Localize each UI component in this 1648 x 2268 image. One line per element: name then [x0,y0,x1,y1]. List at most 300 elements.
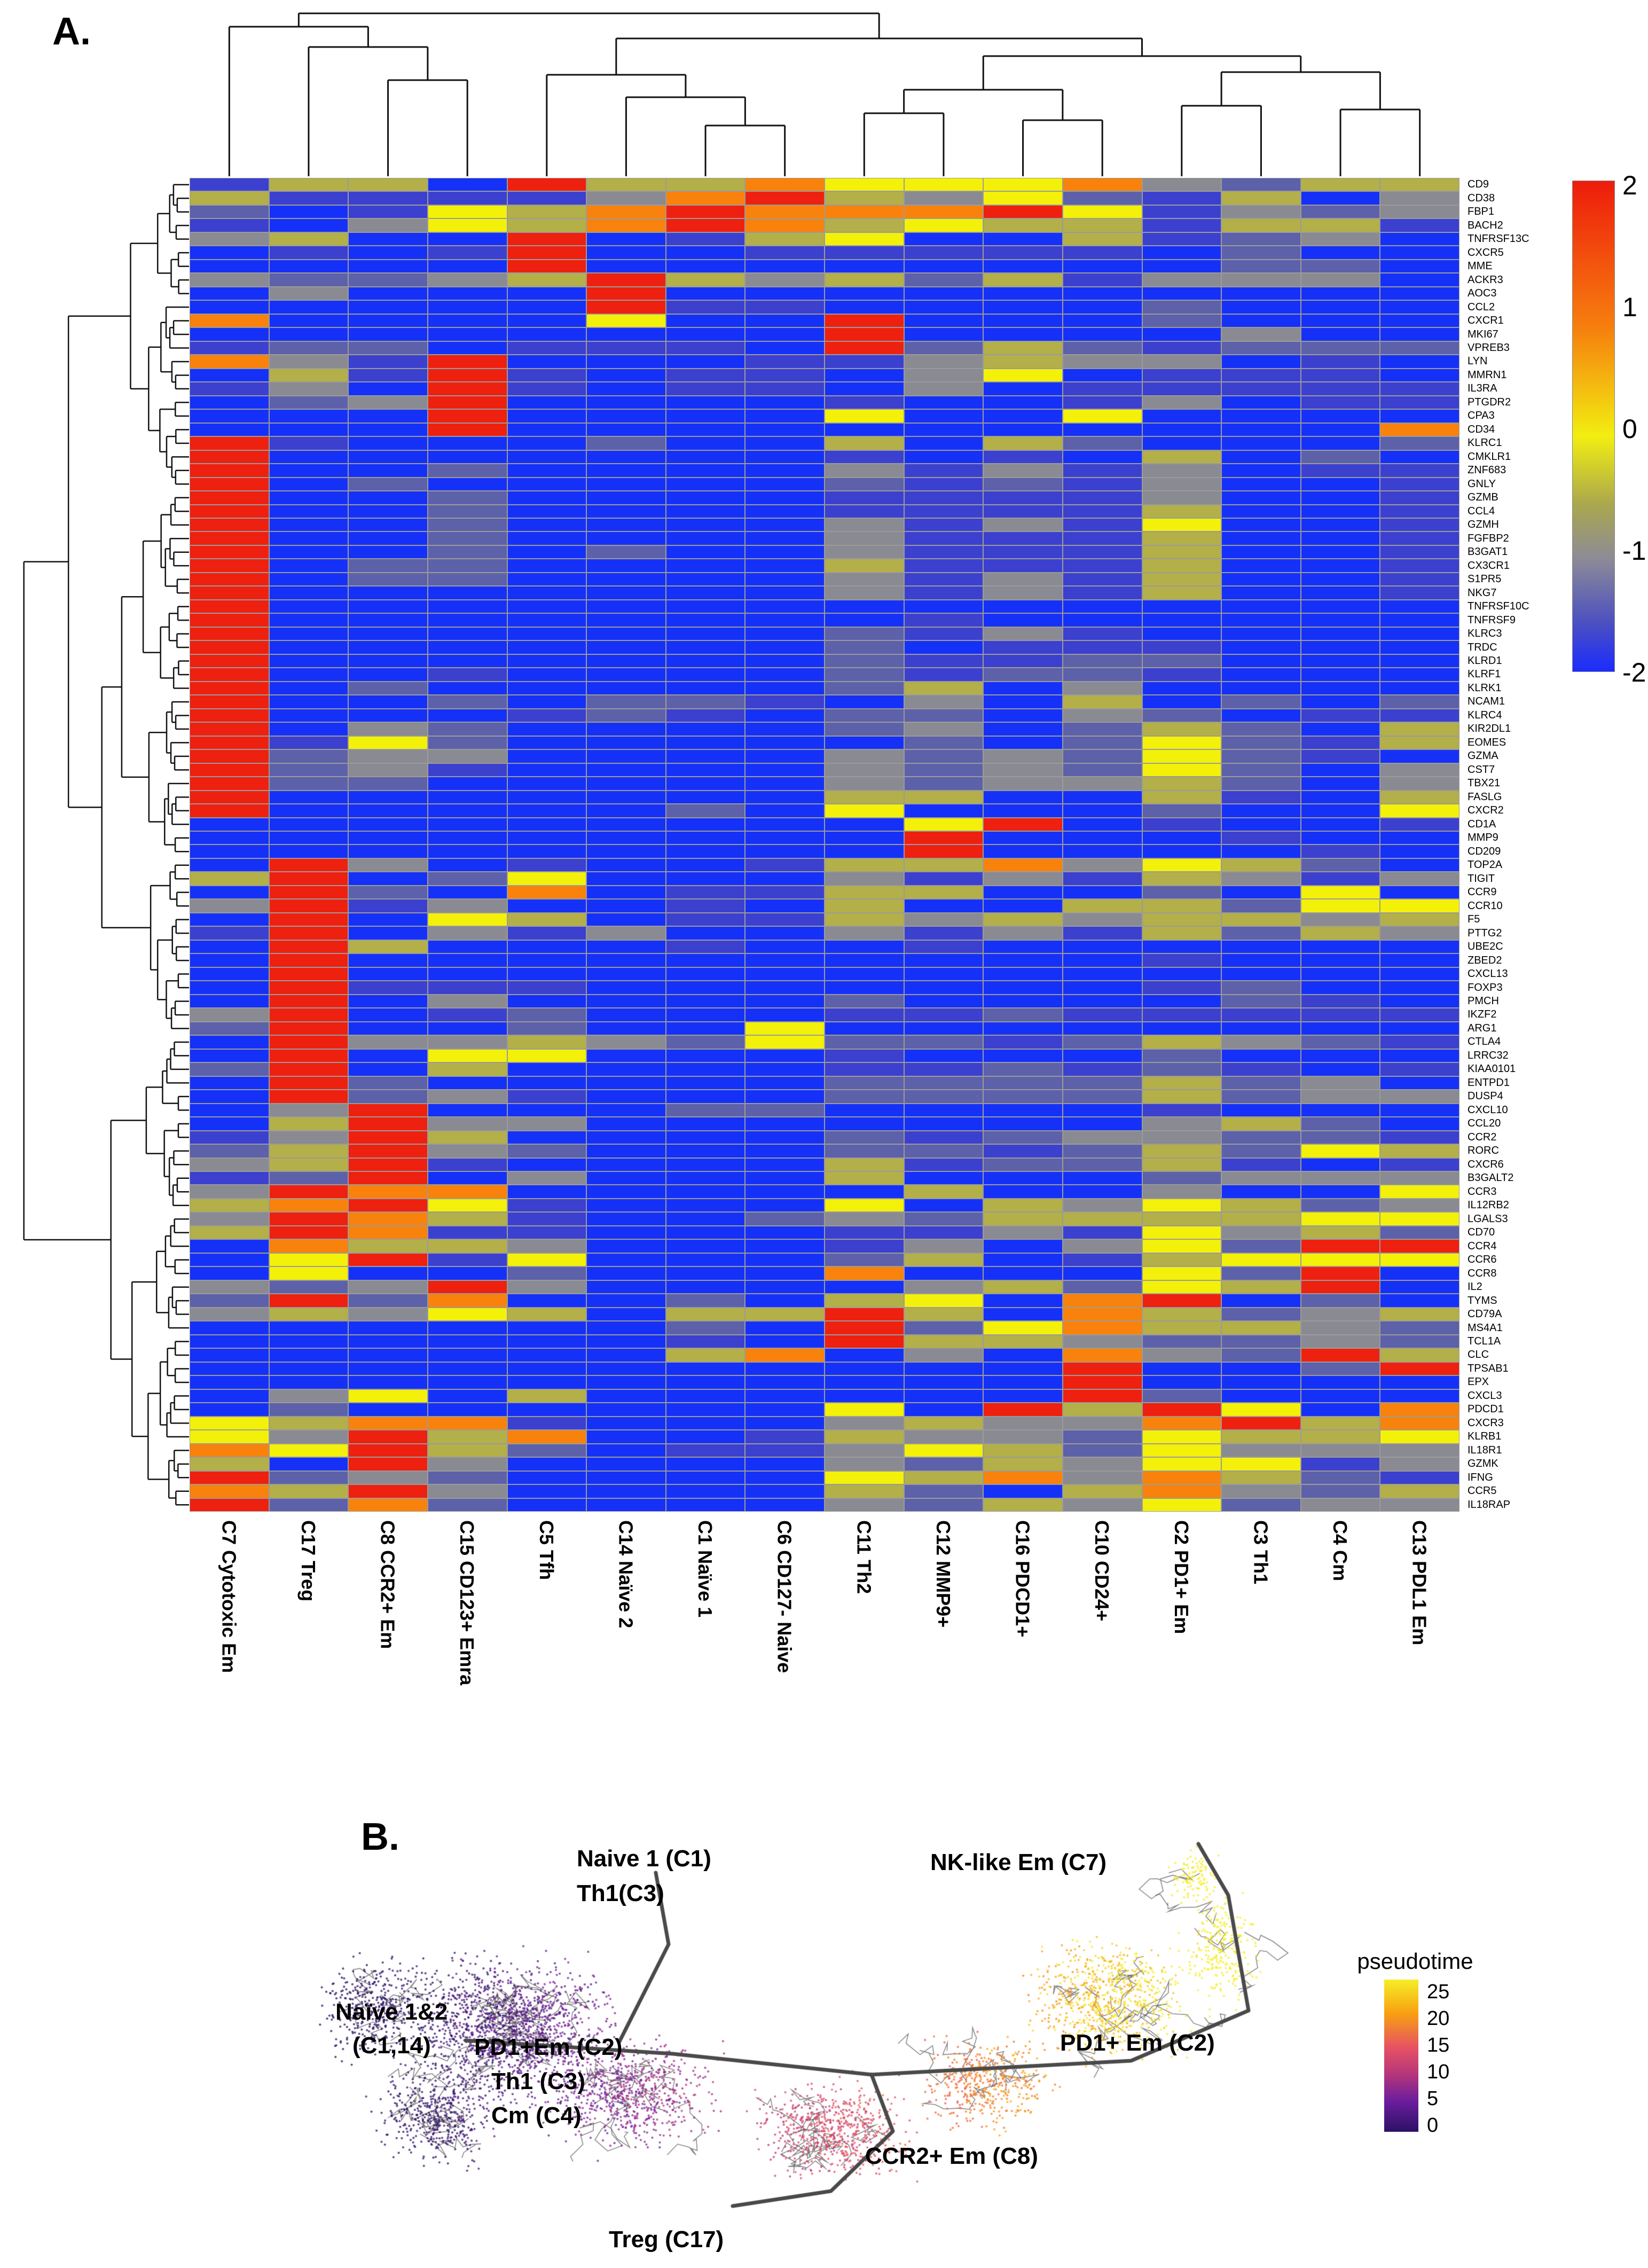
heatmap-cell [666,1281,745,1293]
heatmap-cell [190,777,269,789]
heatmap-cell [190,682,269,694]
heatmap-cell [508,424,586,436]
heatmap-cell [825,519,904,531]
heatmap-cell [587,1240,665,1252]
heatmap-cell [587,1363,665,1375]
heatmap-cell [984,1281,1062,1293]
heatmap-cell [984,1185,1062,1198]
heatmap-cell [270,246,348,259]
heatmap-cell [1143,1063,1221,1075]
gene-label: TPSAB1 [1467,1362,1509,1374]
heatmap-cell [508,995,586,1007]
heatmap-cell [508,437,586,449]
heatmap-cell [666,872,745,885]
heatmap-cell [1063,491,1142,504]
heatmap-cell [349,273,427,286]
heatmap-cell [1380,1240,1459,1252]
heatmap-cell [1301,1403,1380,1415]
heatmap-cell [666,941,745,953]
heatmap-cell [1222,1472,1300,1484]
heatmap-cell [905,1499,983,1511]
heatmap-cell [190,1159,269,1171]
heatmap-cell [1063,328,1142,340]
heatmap-cell [1143,1472,1221,1484]
heatmap-cell [825,1403,904,1415]
heatmap-cell [349,559,427,572]
gene-label: CCR10 [1467,900,1503,912]
heatmap-cell [1222,1281,1300,1293]
heatmap-cell [587,1063,665,1075]
heatmap-cell [1301,206,1380,218]
heatmap-cell [270,1321,348,1334]
heatmap-cell [1143,737,1221,749]
heatmap-cell [349,1363,427,1375]
heatmap-cell [905,1254,983,1266]
heatmap-cell [745,1104,824,1116]
heatmap-cell [508,791,586,803]
heatmap-cell [190,913,269,926]
gene-label: ZNF683 [1467,464,1506,476]
heatmap-cell [190,737,269,749]
heatmap-cell [825,777,904,789]
gene-label: CCR6 [1467,1254,1497,1266]
heatmap-cell [666,668,745,681]
heatmap-cell [508,1104,586,1116]
heatmap-cell [1063,1185,1142,1198]
heatmap-cell [1380,737,1459,749]
heatmap-cell [984,1226,1062,1239]
gene-label: CXCR6 [1467,1158,1504,1170]
heatmap-cell [1380,1430,1459,1443]
heatmap-cell [349,287,427,300]
heatmap-cell [428,491,507,504]
heatmap-cell [1143,1131,1221,1144]
heatmap-cell [666,342,745,354]
heatmap-cell [587,737,665,749]
heatmap-cell [1301,437,1380,449]
heatmap-cell [508,559,586,572]
heatmap-cell [666,614,745,626]
heatmap-cell [745,1185,824,1198]
heatmap-cell [905,1308,983,1320]
heatmap-cell [666,382,745,395]
heatmap-cell [1380,872,1459,885]
heatmap-cell [349,301,427,313]
heatmap-cell [587,1417,665,1429]
heatmap-cell [666,1159,745,1171]
heatmap-cell [1222,1430,1300,1443]
heatmap-cell [745,981,824,994]
heatmap-cell [190,1050,269,1062]
gene-label: B3GAT1 [1467,546,1508,558]
heatmap-cell [666,1294,745,1307]
heatmap-cell [587,1022,665,1035]
heatmap-cell [1222,1240,1300,1252]
heatmap-cell [190,1499,269,1511]
heatmap-cell [587,695,665,708]
heatmap-cell [666,1090,745,1102]
heatmap-cell [1301,342,1380,354]
heatmap-cell [1380,695,1459,708]
heatmap-cell [905,941,983,953]
heatmap-cell [508,1444,586,1457]
heatmap-cell [270,668,348,681]
heatmap-cell [190,845,269,857]
heatmap-cell [825,709,904,722]
heatmap-cell [1301,777,1380,789]
heatmap-cell [270,600,348,613]
heatmap-cell [1063,519,1142,531]
heatmap-cell [508,192,586,204]
heatmap-cell [825,1308,904,1320]
heatmap-cell [190,396,269,409]
heatmap-cell [349,818,427,831]
heatmap-cell [1143,1008,1221,1021]
heatmap-cell [428,355,507,367]
heatmap-cell [825,1254,904,1266]
heatmap-cell [1222,532,1300,544]
heatmap-cell [349,505,427,518]
gene-label: VPREB3 [1467,341,1510,354]
heatmap-cell [666,546,745,558]
heatmap-cell [190,900,269,912]
heatmap-cell [428,1159,507,1171]
heatmap-cell [905,1417,983,1429]
heatmap-cell [745,1335,824,1348]
heatmap-cell [349,1417,427,1429]
heatmap-cell [1063,532,1142,544]
heatmap-cell [508,546,586,558]
heatmap-cell [270,981,348,994]
gene-label: FOXP3 [1467,981,1503,994]
heatmap-cell [349,750,427,762]
heatmap-cell [587,886,665,898]
heatmap-cell [270,777,348,789]
heatmap-cell [1301,532,1380,544]
heatmap-cell [825,628,904,640]
heatmap-cell [984,1063,1062,1075]
heatmap-cell [587,178,665,191]
heatmap-cell [1301,315,1380,327]
heatmap-cell [1063,682,1142,694]
colorbar-tick-label: 0 [1622,414,1637,444]
heatmap-cell [666,246,745,259]
heatmap-cell [587,1444,665,1457]
heatmap-cell [825,981,904,994]
heatmap-cell [270,614,348,626]
gene-label: IKZF2 [1467,1008,1497,1021]
heatmap-cell [984,900,1062,912]
heatmap-cell [745,532,824,544]
heatmap-cell [349,737,427,749]
heatmap-cell [825,369,904,381]
pseudotime-legend-title: pseudotime [1357,1949,1473,1974]
heatmap-cell [270,532,348,544]
heatmap-cell [508,668,586,681]
heatmap-cell [905,1390,983,1402]
gene-label: IL3RA [1467,382,1497,395]
heatmap-cell [190,424,269,436]
gene-label: TIGIT [1467,872,1495,885]
heatmap-cell [905,586,983,599]
heatmap-cell [270,804,348,817]
heatmap-cell [270,1117,348,1130]
heatmap-cell [1063,559,1142,572]
heatmap-cell [825,913,904,926]
heatmap-cell [666,641,745,653]
heatmap-cell [1380,546,1459,558]
heatmap-cell [825,491,904,504]
heatmap-cell [745,723,824,735]
heatmap-cell [905,1376,983,1388]
heatmap-cell [1380,1213,1459,1225]
heatmap-cell [190,1063,269,1075]
heatmap-cell [1301,491,1380,504]
heatmap-cell [428,1281,507,1293]
heatmap-cell [1143,1390,1221,1402]
heatmap-cell [587,1458,665,1470]
heatmap-cell [587,410,665,422]
heatmap-cell [1222,464,1300,476]
heatmap-cell [587,1376,665,1388]
heatmap-cell [349,328,427,340]
heatmap-cell [1301,273,1380,286]
heatmap-cell [1301,723,1380,735]
heatmap-cell [190,315,269,327]
colorbar-tick-label: 2 [1622,170,1637,200]
heatmap-cell [508,1145,586,1157]
heatmap-cell [825,1417,904,1429]
gene-label: PMCH [1467,995,1499,1007]
heatmap-cell [190,954,269,966]
heatmap-cell [1301,1376,1380,1388]
heatmap-cell [1301,1349,1380,1361]
heatmap-cell [905,1321,983,1334]
cluster-label: C17 Treg [297,1520,319,1602]
heatmap-cell [825,900,904,912]
heatmap-cell [349,586,427,599]
heatmap-cell [1063,233,1142,245]
heatmap-cell [1222,1417,1300,1429]
heatmap-cell [1380,382,1459,395]
heatmap-cell [984,1308,1062,1320]
heatmap-cell [1380,424,1459,436]
heatmap-cell [349,1022,427,1035]
heatmap-cell [1222,614,1300,626]
heatmap-cell [825,600,904,613]
cluster-label: C6 CD127- Naive [773,1520,796,1673]
heatmap-cell [428,900,507,912]
heatmap-cell [349,1172,427,1184]
heatmap-cell [905,995,983,1007]
heatmap-cell [1143,1363,1221,1375]
colorbar-tick-label: 1 [1622,292,1637,322]
heatmap-cell [349,1294,427,1307]
heatmap-cell [190,451,269,463]
heatmap-cell [905,1063,983,1075]
heatmap-cell [745,1172,824,1184]
heatmap-cell [1063,723,1142,735]
heatmap-cell [666,369,745,381]
heatmap-cell [1222,301,1300,313]
heatmap-cell [905,668,983,681]
heatmap-cell [984,818,1062,831]
heatmap-cell [905,206,983,218]
heatmap-cell [825,941,904,953]
heatmap-cell [587,1281,665,1293]
heatmap-cell [666,273,745,286]
heatmap-cell [1063,709,1142,722]
heatmap-cell [1380,1349,1459,1361]
heatmap-cell [745,1226,824,1239]
heatmap-cell [349,1444,427,1457]
heatmap-cell [984,1403,1062,1415]
heatmap-cell [825,791,904,803]
heatmap-cell [905,818,983,831]
heatmap-cell [270,546,348,558]
heatmap-cell [1380,273,1459,286]
heatmap-cell [349,954,427,966]
heatmap-cell [508,968,586,980]
heatmap-cell [190,1185,269,1198]
heatmap-cell [984,995,1062,1007]
cluster-label: C3 Th1 [1250,1520,1272,1585]
heatmap-cell [1063,1240,1142,1252]
heatmap-cell [349,546,427,558]
heatmap-cell [1063,941,1142,953]
heatmap-cell [428,777,507,789]
heatmap-cell [428,804,507,817]
heatmap-cell [905,614,983,626]
heatmap-cell [1301,859,1380,871]
heatmap-cell [984,750,1062,762]
heatmap-cell [666,1335,745,1348]
heatmap-cell [745,1281,824,1293]
heatmap-cell [270,437,348,449]
heatmap-cell [508,451,586,463]
heatmap-cell [745,927,824,939]
heatmap-cell [905,1090,983,1102]
heatmap-cell [349,424,427,436]
cluster-label: C14 Naïve 2 [615,1520,637,1629]
heatmap-cell [1301,1485,1380,1497]
heatmap-cell [905,791,983,803]
gene-label: CXCR5 [1467,246,1504,259]
heatmap-cell [905,233,983,245]
heatmap-cell [1222,1308,1300,1320]
heatmap-cell [905,192,983,204]
heatmap-cell [666,1308,745,1320]
heatmap-cell [1380,845,1459,857]
heatmap-cell [1063,573,1142,585]
heatmap-cell [1063,1403,1142,1415]
heatmap-cell [1143,1240,1221,1252]
heatmap-cell [190,1376,269,1388]
heatmap-cell [825,233,904,245]
heatmap-cell [666,573,745,585]
gene-label: TNFRSF10C [1467,600,1529,613]
heatmap-cell [270,1254,348,1266]
heatmap-cell [1222,1458,1300,1470]
cluster-label: C7 Cytotoxic Em [218,1520,240,1673]
heatmap-cell [1143,614,1221,626]
heatmap-cell [270,369,348,381]
heatmap-cell [349,192,427,204]
heatmap-cell [745,1240,824,1252]
heatmap-cell [508,1376,586,1388]
heatmap-cell [508,1050,586,1062]
heatmap-cell [587,519,665,531]
heatmap-cell [745,872,824,885]
trajectory-label: PD1+ Em (C2) [1060,2030,1215,2056]
gene-label: ENTPD1 [1467,1076,1510,1089]
heatmap-cell [745,1213,824,1225]
heatmap-cell [587,1499,665,1511]
heatmap-cell [587,1104,665,1116]
heatmap-cell [349,695,427,708]
gene-label: BACH2 [1467,219,1503,231]
heatmap-cell [666,192,745,204]
heatmap-cell [905,859,983,871]
heatmap-cell [1063,655,1142,667]
heatmap-cell [666,1199,745,1211]
heatmap-cell [1301,1363,1380,1375]
heatmap-cell [508,369,586,381]
heatmap-cell [666,1213,745,1225]
heatmap-cell [428,872,507,885]
heatmap-cell [905,424,983,436]
heatmap-cell [270,1458,348,1470]
heatmap-cell [666,178,745,191]
heatmap-cell [1222,1294,1300,1307]
heatmap-cell [270,355,348,367]
heatmap-cell [1380,355,1459,367]
heatmap-cell [1380,995,1459,1007]
heatmap-cell [825,1199,904,1211]
heatmap-cell [1063,1472,1142,1484]
heatmap-cell [905,1458,983,1470]
heatmap-cell [190,559,269,572]
heatmap-cell [1380,505,1459,518]
heatmap-cell [666,355,745,367]
heatmap-cell [745,178,824,191]
heatmap-cell [349,777,427,789]
heatmap-cell [428,464,507,476]
heatmap-cell [1222,668,1300,681]
heatmap-cell [825,1430,904,1443]
heatmap-cell [428,1090,507,1102]
heatmap-cell [825,437,904,449]
heatmap-cell [270,1308,348,1320]
gene-label: AOC3 [1467,287,1497,300]
heatmap-cell [587,260,665,272]
heatmap-cell [666,1077,745,1089]
heatmap-cell [587,832,665,844]
heatmap-cell [1222,859,1300,871]
heatmap-cell [349,219,427,231]
heatmap-cell [1063,1267,1142,1279]
heatmap-cell [1301,1308,1380,1320]
heatmap-cell [1380,682,1459,694]
heatmap-cell [1380,437,1459,449]
heatmap-cell [508,342,586,354]
heatmap-cell [1222,546,1300,558]
heatmap-cell [1301,1063,1380,1075]
heatmap-cell [587,1335,665,1348]
heatmap-cell [1143,287,1221,300]
heatmap-cell [1301,628,1380,640]
heatmap-cell [1380,287,1459,300]
